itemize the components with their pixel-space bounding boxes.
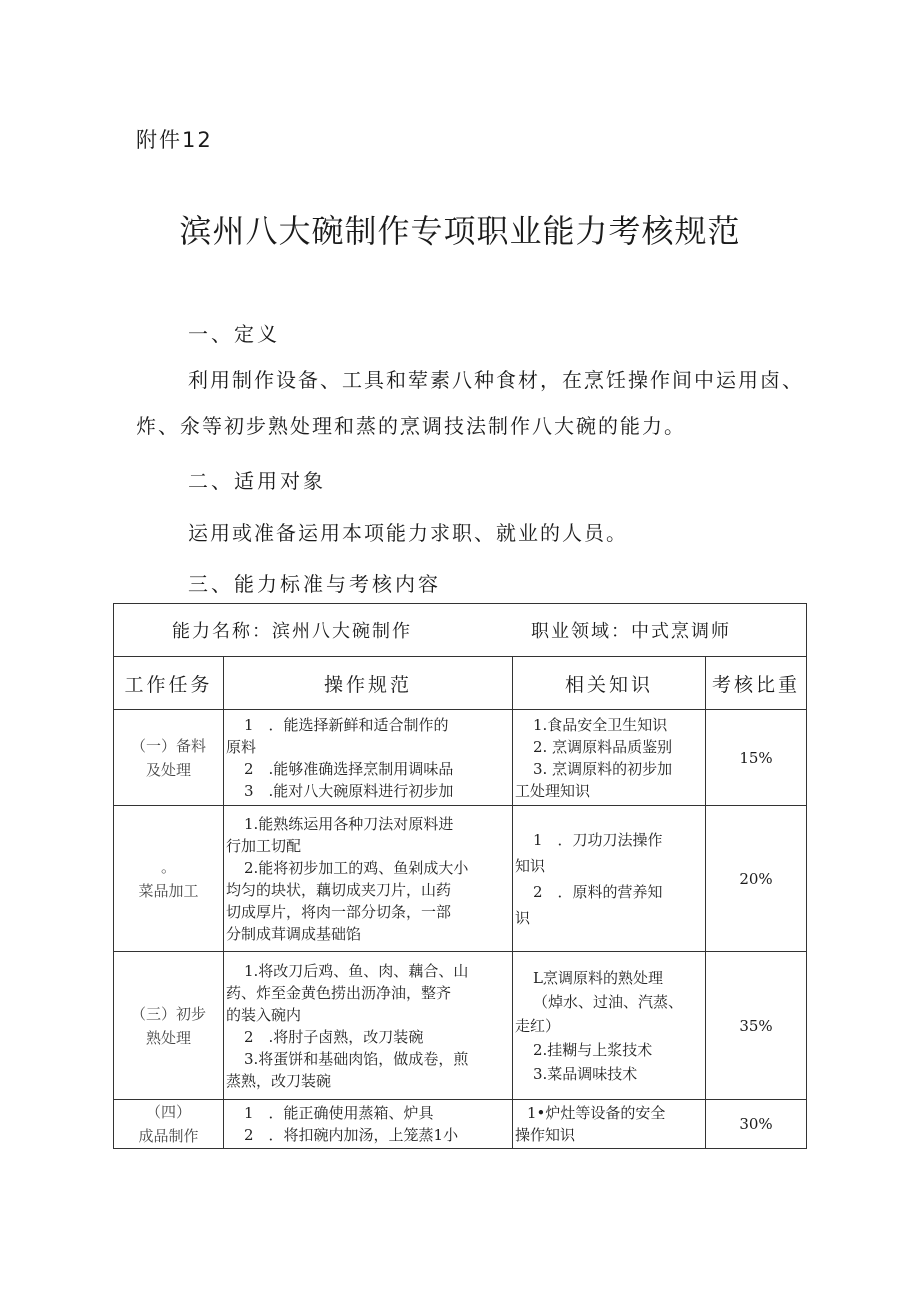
spec-cell: 1.将改刀后鸡、鱼、肉、藕合、山 药、炸至金黄色捞出沥净油，整齐 的装入碗内 2 .将肘子卤熟，改刀装碗 3.将蛋饼和基础肉馅，做成卷，煎 蒸熟，改刀装碗 xyxy=(224,952,513,1100)
header-spec: 操作规范 xyxy=(224,657,513,710)
ability-name: 能力名称：滨州八大碗制作 xyxy=(172,621,412,642)
task-cell: （四） 成品制作 xyxy=(114,1100,224,1149)
header-ratio: 考核比重 xyxy=(706,657,807,710)
table-row xyxy=(114,806,807,952)
ability-caption-row xyxy=(114,604,807,657)
ratio-cell: 35% xyxy=(706,952,807,1100)
ratio-cell: 30% xyxy=(706,1100,807,1149)
table-row xyxy=(114,1100,807,1149)
section-1-heading: 一、定义 xyxy=(188,322,280,346)
section-3-heading: 三、能力标准与考核内容 xyxy=(188,572,441,596)
knowledge-cell: L烹调原料的熟处理 （焯水、过油、汽蒸、 走红） 2.挂糊与上浆技术 3.菜品调味技术 xyxy=(513,952,706,1100)
spec-cell: 1.能熟练运用各种刀法对原料进 行加工切配 2.能将初步加工的鸡、鱼剁成大小 均匀的块状，藕切成夹刀片，山药 切成厚片，将肉一部分切条，一部 分制成茸调成基础馅 xyxy=(224,806,513,952)
task-cell: （三）初步 熟处理 xyxy=(114,952,224,1100)
assessment-table xyxy=(113,603,807,1149)
knowledge-cell: 1•炉灶等设备的安全 操作知识 xyxy=(513,1100,706,1149)
spec-cell: 1 ．能正确使用蒸箱、炉具 2 ．将扣碗内加汤，上笼蒸1小 xyxy=(224,1100,513,1149)
profession-field: 职业领域：中式烹调师 xyxy=(531,621,731,642)
header-task: 工作任务 xyxy=(114,657,224,710)
spec-cell: 1 ．能选择新鲜和适合制作的 原料 2 .能够准确选择烹制用调味品 3 .能对八大碗原料进行初步加 xyxy=(224,710,513,806)
task-cell: 。 菜品加工 xyxy=(114,806,224,952)
table-row xyxy=(114,952,807,1100)
task-cell: （一）备料 及处理 xyxy=(114,710,224,806)
attachment-label: 附件12 xyxy=(136,128,213,152)
ratio-cell: 15% xyxy=(706,710,807,806)
section-2-heading: 二、适用对象 xyxy=(188,469,326,493)
column-header-row xyxy=(114,657,807,710)
section-1-line-1: 利用制作设备、工具和荤素八种食材，在烹饪操作间中运用卤、 xyxy=(188,368,804,392)
table-row xyxy=(114,710,807,806)
section-2-text: 运用或准备运用本项能力求职、就业的人员。 xyxy=(188,521,628,545)
knowledge-cell: 1.食品安全卫生知识 2. 烹调原料品质鉴别 3. 烹调原料的初步加 工处理知识 xyxy=(513,710,706,806)
knowledge-cell: 1 ．刀功刀法操作 知识 2 ．原料的营养知 识 xyxy=(513,806,706,952)
section-1-line-2: 炸、氽等初步熟处理和蒸的烹调技法制作八大碗的能力。 xyxy=(136,414,686,438)
header-knowledge: 相关知识 xyxy=(513,657,706,710)
ratio-cell: 20% xyxy=(706,806,807,952)
document-title: 滨州八大碗制作专项职业能力考核规范 xyxy=(179,212,741,250)
